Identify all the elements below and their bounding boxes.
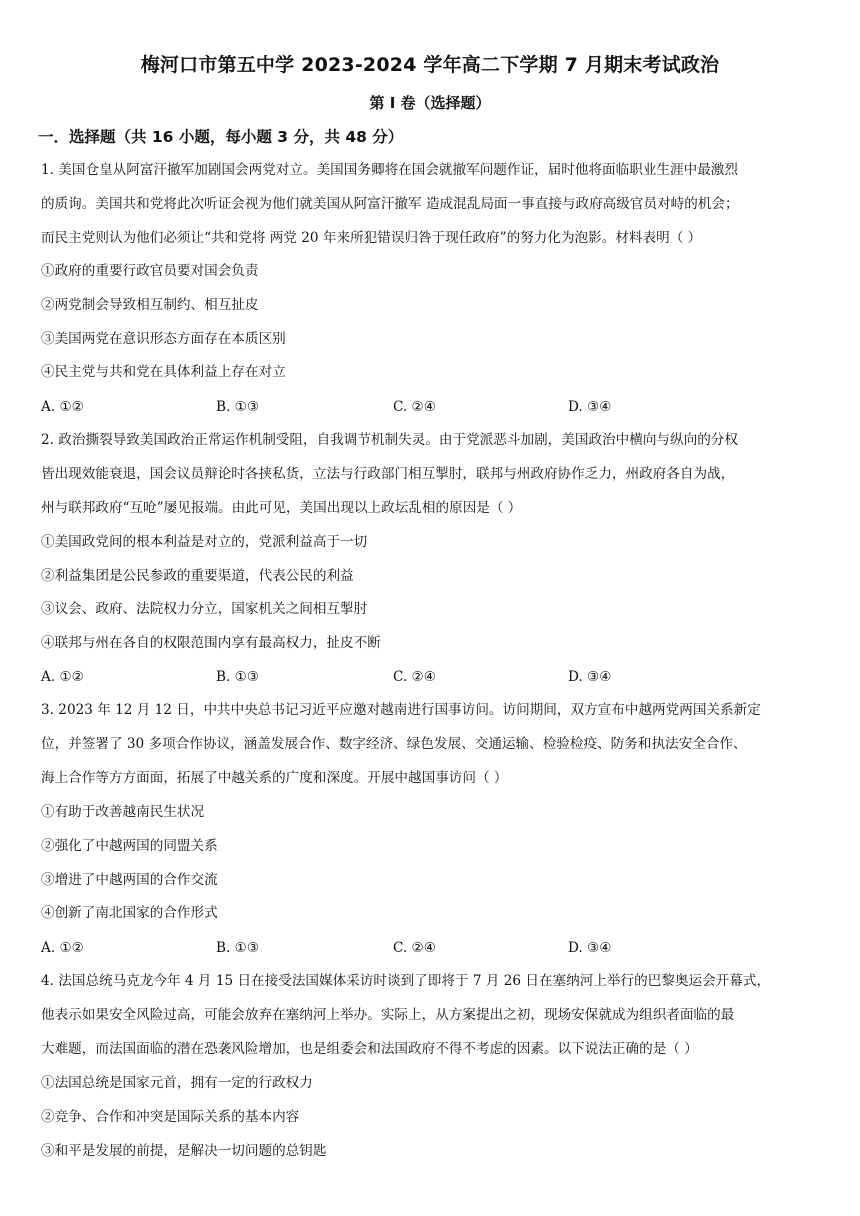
question-4-line-2: 他表示如果安全风险过高，可能会放弃在塞纳河上举办。实际上，从方案提出之初，现场安保就成为组织者面临的最 — [41, 1007, 735, 1023]
question-4-line-1: 4. 法国总统马克龙今年 4 月 15 日在接受法国媒体采访时谈到了即将于 7 月 26 日在塞纳河上举行的巴黎奥运会开幕式， — [41, 973, 771, 989]
page-subtitle: 第 I 卷（选择题） — [369, 94, 491, 112]
question-3-line-2: 位，并签署了 30 多项合作协议，涵盖发展合作、数字经济、绿色发展、交通运输、检验检疫、防务和执法安全合作、 — [41, 736, 747, 752]
question-1-option-b[interactable]: B. ①③ — [216, 399, 260, 415]
question-1-item-2: ②两党制会导致相互制约、相互扯皮 — [41, 297, 259, 313]
question-4-item-2: ②竞争、合作和冲突是国际关系的基本内容 — [41, 1109, 300, 1125]
question-1-line-3: 而民主党则认为他们必须让“共和党将 两党 20 年来所犯错误归咎于现任政府”的努力化为泡影。材料表明（ ） — [41, 230, 702, 246]
question-1-option-a[interactable]: A. ①② — [41, 399, 84, 415]
question-3-item-3: ③增进了中越两国的合作交流 — [41, 872, 218, 888]
question-2-line-1: 2. 政治撕裂导致美国政治正常运作机制受阻，自我调节机制失灵。由于党派恶斗加剧，美国政治中横向与纵向的分权 — [41, 432, 738, 448]
question-3-line-3: 海上合作等方方面面，拓展了中越关系的广度和深度。开展中越国事访问（ ） — [41, 770, 508, 786]
question-3-option-d[interactable]: D. ③④ — [568, 940, 612, 956]
question-3-option-c[interactable]: C. ②④ — [393, 940, 436, 956]
question-2-item-2: ②利益集团是公民参政的重要渠道，代表公民的利益 — [41, 568, 354, 584]
question-2-option-a[interactable]: A. ①② — [41, 669, 84, 685]
question-2-line-3: 州与联邦政府“互呛”屡见报端。由此可见，美国出现以上政坛乱相的原因是（ ） — [41, 500, 522, 516]
question-3-item-2: ②强化了中越两国的同盟关系 — [41, 838, 218, 854]
question-2-option-c[interactable]: C. ②④ — [393, 669, 436, 685]
question-2-line-2: 皆出现效能衰退，国会议员辩论时各挟私货，立法与行政部门相互掣肘，联邦与州政府协作乏力，州政府各自为战， — [41, 466, 735, 482]
question-2-option-d[interactable]: D. ③④ — [568, 669, 612, 685]
question-1-item-1: ①政府的重要行政官员要对国会负责 — [41, 263, 259, 279]
question-4-item-1: ①法国总统是国家元首，拥有一定的行政权力 — [41, 1075, 313, 1091]
question-4-line-3: 大难题，而法国面临的潜在恐袭风险增加，也是组委会和法国政府不得不考虑的因素。以下说法正确的是（ ） — [41, 1041, 698, 1057]
question-3-item-4: ④创新了南北国家的合作形式 — [41, 905, 218, 921]
question-4-item-3: ③和平是发展的前提，是解决一切问题的总钥匙 — [41, 1143, 327, 1159]
question-2-item-4: ④联邦与州在各自的权限范围内享有最高权力，扯皮不断 — [41, 635, 381, 651]
section-heading: 一．选择题（共 16 小题，每小题 3 分，共 48 分） — [38, 128, 404, 146]
question-1-item-4: ④民主党与共和党在具体利益上存在对立 — [41, 364, 286, 380]
question-3-item-1: ①有助于改善越南民生状况 — [41, 804, 205, 820]
question-2-item-1: ①美国政党间的根本利益是对立的，党派利益高于一切 — [41, 534, 368, 550]
question-1-option-d[interactable]: D. ③④ — [568, 399, 612, 415]
question-3-option-b[interactable]: B. ①③ — [216, 940, 260, 956]
page-title: 梅河口市第五中学 2023-2024 学年高二下学期 7 月期末考试政治 — [140, 54, 720, 76]
question-2-item-3: ③议会、政府、法院权力分立，国家机关之间相互掣肘 — [41, 601, 368, 617]
question-1-line-1: 1. 美国仓皇从阿富汗撤军加剧国会两党对立。美国国务卿将在国会就撤军问题作证，届时他将面临职业生涯中最激烈 — [41, 162, 738, 178]
question-1-option-c[interactable]: C. ②④ — [393, 399, 436, 415]
question-1-item-3: ③美国两党在意识形态方面存在本质区别 — [41, 331, 286, 347]
question-2-option-b[interactable]: B. ①③ — [216, 669, 260, 685]
question-3-line-1: 3. 2023 年 12 月 12 日，中共中央总书记习近平应邀对越南进行国事访问。访问期间，双方宣布中越两党两国关系新定 — [41, 702, 761, 718]
question-1-line-2: 的质询。美国共和党将此次听证会视为他们就美国从阿富汗撤军 造成混乱局面一事直接与政府高级官员对峙的机会； — [41, 196, 739, 212]
question-3-option-a[interactable]: A. ①② — [41, 940, 84, 956]
